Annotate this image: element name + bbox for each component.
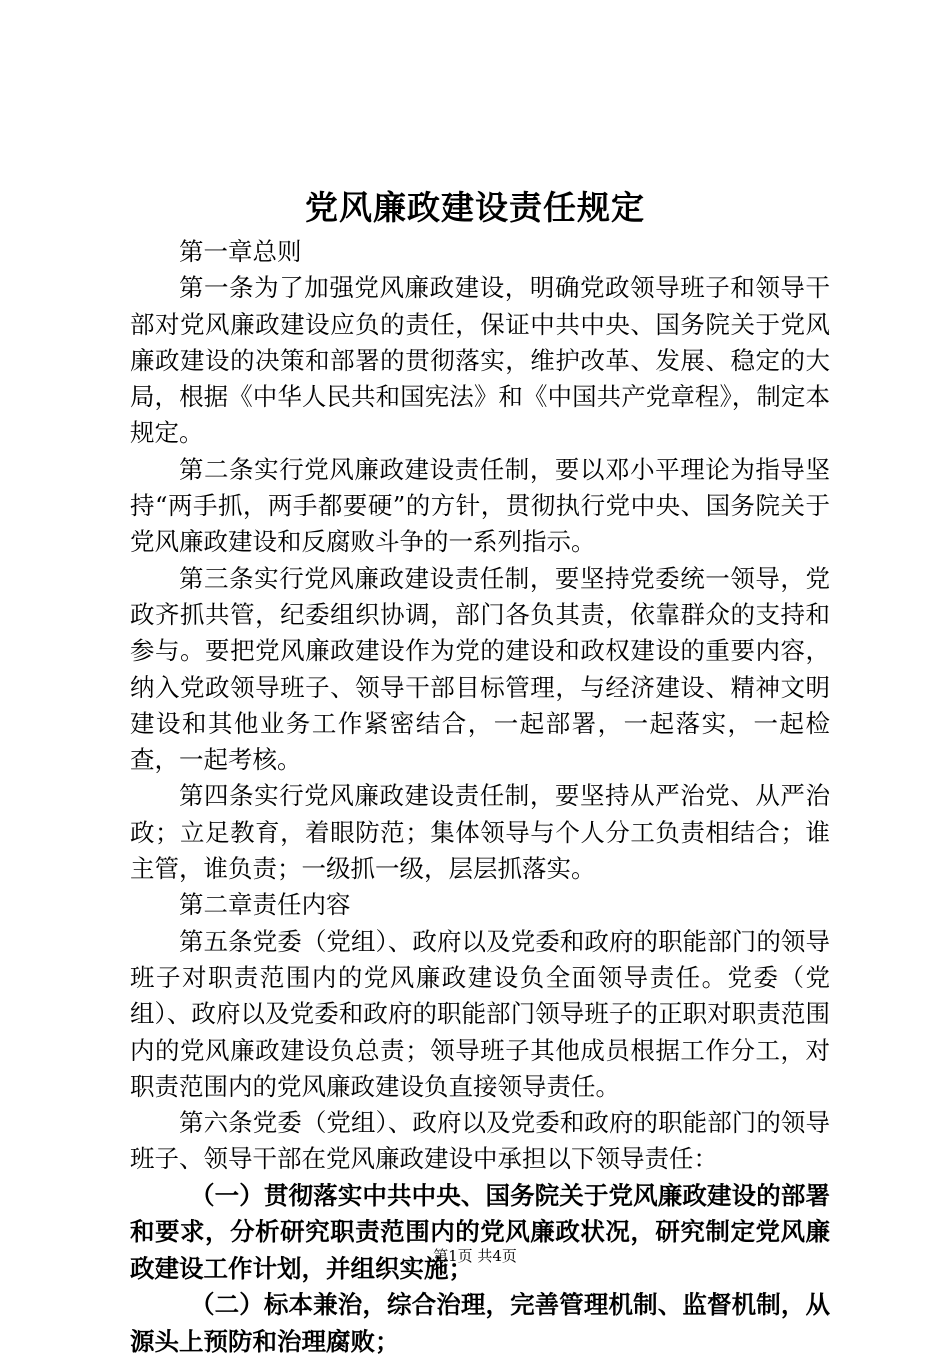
document-body [130, 234, 830, 1360]
article-5: 第五条党委（党组）、政府以及党委和政府的职能部门的领导班子对职责范围内的党风廉政建设负全面领导责任。党委（党组）、政府以及党委和政府的职能部门领导班子的正职对职责范围内的党风廉政建设负总责；领导班子其他成员根据工作分工，对职责范围内的党风廉政建设负直接领导责任。 [130, 926, 830, 1101]
document-title: 党风廉政建设责任规定 [305, 188, 645, 227]
article-1: 第一条为了加强党风廉政建设，明确党政领导班子和领导干部对党风廉政建设应负的责任，保证中共中央、国务院关于党风廉政建设的决策和部署的贯彻落实，维护改革、发展、稳定的大局，根据《中华人民共和国宪法》和《中国共产党章程》，制定本规定。 [130, 273, 830, 448]
article-2: 第二条实行党风廉政建设责任制，要以邓小平理论为指导坚持“两手抓，两手都要硬”的方针，贯彻执行党中央、国务院关于党风廉政建设和反腐败斗争的一系列指示。 [130, 454, 830, 557]
page-footer: 第1页 共4页 [433, 1247, 517, 1265]
article-6-item-2: （二）标本兼治，综合治理，完善管理机制、监督机制，从源头上预防和治理腐败； [130, 1290, 830, 1356]
chapter-heading-1: 第一章总则 [179, 237, 302, 266]
article-6-item-1: （一）贯彻落实中共中央、国务院关于党风廉政建设的部署和要求，分析研究职责范围内的党风廉政状况，研究制定党风廉政建设工作计划，并组织实施； [130, 1180, 830, 1283]
article-4: 第四条实行党风廉政建设责任制，要坚持从严治党、从严治政；立足教育，着眼防范；集体领导与个人分工负责相结合；谁主管，谁负责；一级抓一级，层层抓落实。 [130, 781, 830, 884]
chapter-heading-2: 第二章责任内容 [179, 890, 351, 920]
article-3: 第三条实行党风廉政建设责任制，要坚持党委统一领导，党政齐抓共管，纪委组织协调，部门各负其责，依靠群众的支持和参与。要把党风廉政建设作为党的建设和政权建设的重要内容，纳入党政领导班子、领导干部目标管理，与经济建设、精神文明建设和其他业务工作紧密结合，一起部署，一起落实，一起检查，一起考核。 [130, 563, 830, 775]
article-6: 第六条党委（党组）、政府以及党委和政府的职能部门的领导班子、领导干部在党风廉政建设中承担以下领导责任： [130, 1108, 830, 1174]
